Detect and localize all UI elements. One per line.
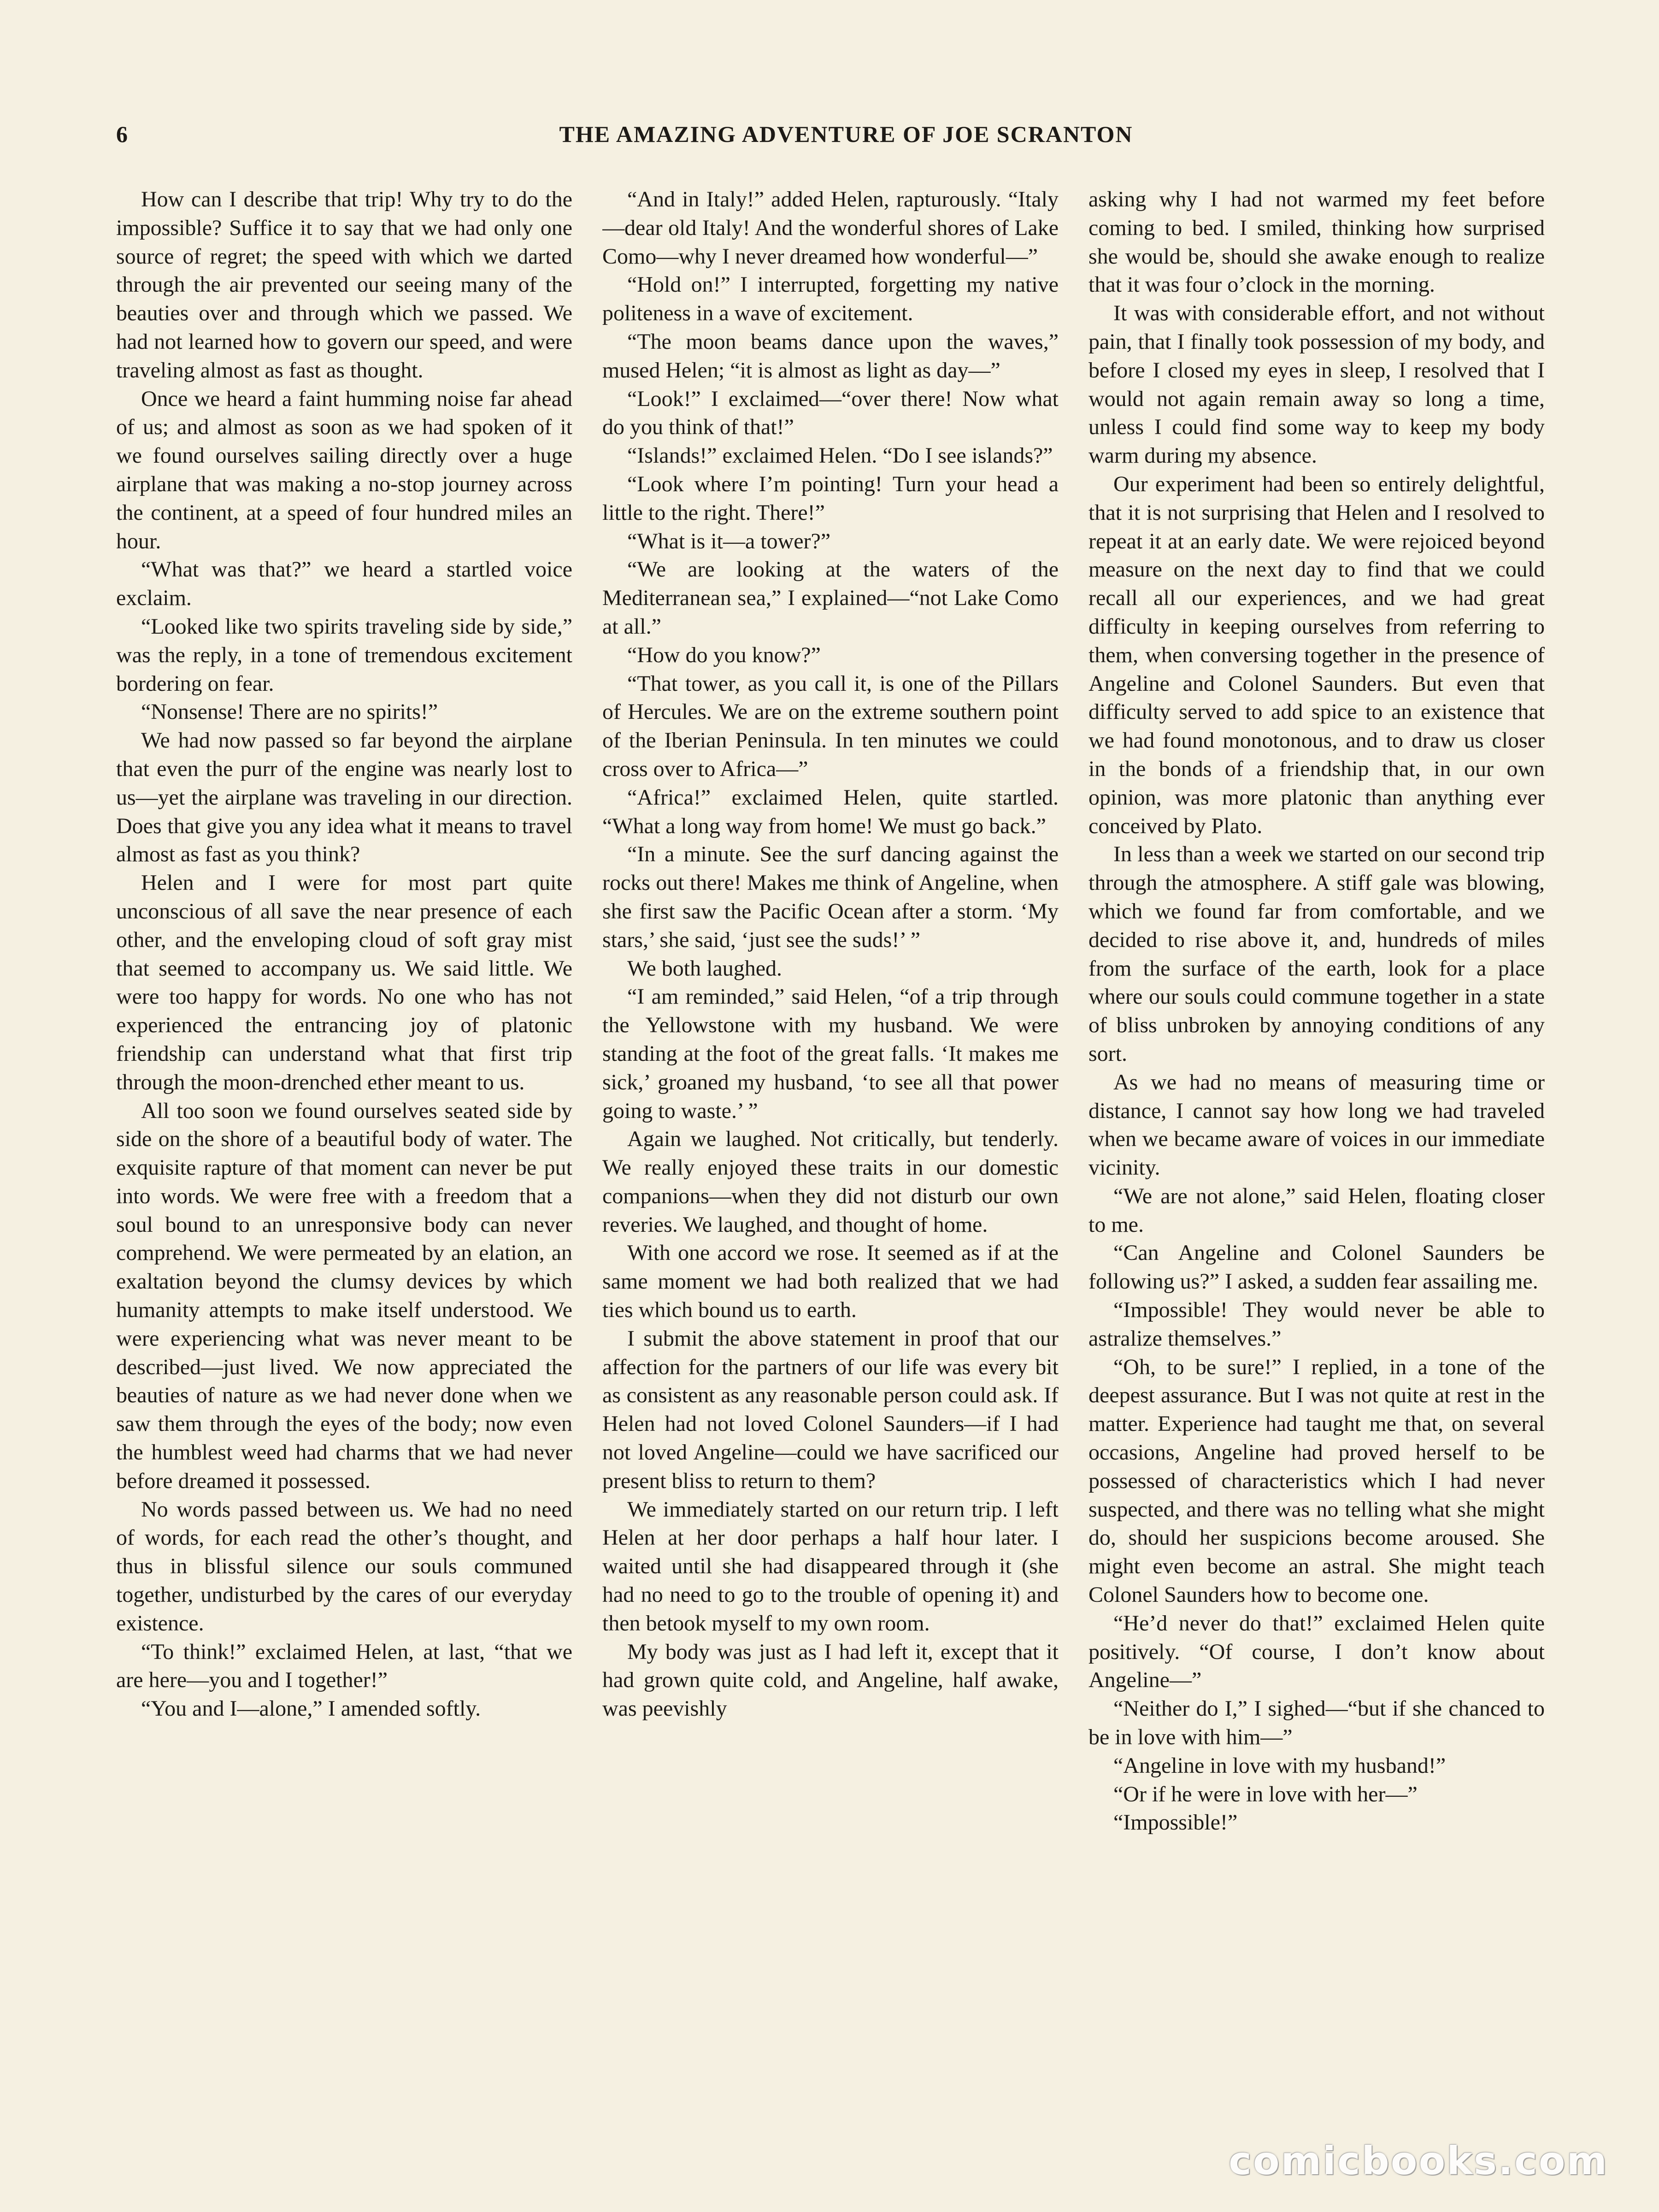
paragraph: “Look!” I exclaimed—“over there! Now what do you think of that!” [602, 386, 1059, 440]
paragraph: “Look where I’m pointing! Turn your head a little to the right. There!” [602, 471, 1059, 525]
paragraph: We both laughed. [627, 956, 782, 981]
paragraph: All too soon we found ourselves seated side by side on the shore of a beautiful body of water. The exquisite rapture of that moment can never be put into words. We were free with a freedom that a soul bound to an unresponsive body can never comprehend. We were permeated by an elation, an exaltation beyond the clumsy devices by which humanity attempts to make itself understood. We were experiencing what was never meant to be described—just lived. We now appreciated the beauties of nature as we had never done when we saw them through the eyes of the body; now even the humblest weed had charms that we had never before dreamed it possessed. [116, 1098, 572, 1493]
paragraph: “Or if he were in love with her—” [1113, 1782, 1418, 1806]
paragraph: “Hold on!” I interrupted, forgetting my native politeness in a wave of excitement. [602, 272, 1059, 326]
paragraph: I submit the above statement in proof that our affection for the partners of our life was every bit as consistent as any reasonable person could ask. If Helen had not loved Colonel Saunders—if I had not loved Angeline—could we have sacrificed our present bliss to return to them? [602, 1326, 1059, 1493]
paragraph: We immediately started on our return trip. I left Helen at her door perhaps a half hour later. I waited until she had disappeared through it (she had no need to go to the trouble of opening it) and then betook myself to my own room. [602, 1497, 1059, 1635]
paragraph: Once we heard a faint humming noise far ahead of us; and almost as soon as we had spoken of it we found ourselves sailing directly over a huge airplane that was making a no-stop journey across the continent, at a speed of four hundred miles an hour. [116, 386, 572, 553]
paragraph: “And in Italy!” added Helen, rapturously. “Italy—dear old Italy! And the wonderful shores of Lake Como—why I never dreamed how wonderful—” [602, 187, 1059, 269]
paragraph: “Impossible! They would never be able to astralize themselves.” [1088, 1298, 1545, 1351]
paragraph: “Africa!” exclaimed Helen, quite startled. “What a long way from home! We must go back.” [602, 785, 1059, 838]
paragraph: “I am reminded,” said Helen, “of a trip through the Yellowstone with my husband. We were standing at the foot of the great falls. ‘It makes me sick,’ groaned my husband, ‘to see all that power going to waste.’ ” [602, 984, 1059, 1123]
paragraph: In less than a week we started on our second trip through the atmosphere. A stiff gale was blowing, which we found far from comfortable, and we decided to rise above it, and, hundreds of miles from the surface of the earth, look for a place where our souls could commune together in a state of bliss unbroken by annoying conditions of any sort. [1088, 842, 1545, 1066]
paragraph: How can I describe that trip! Why try to do the impossible? Suffice it to say that we had only one source of regret; the speed with which we darted through the air prevented our seeing many of the beauties over and through which we passed. We had not learned how to govern our speed, and were traveling almost as fast as thought. [116, 187, 572, 382]
paragraph: My body was just as I had left it, except that it had grown quite cold, and Angeline, half awake, was peevishly [602, 1639, 1059, 1721]
paragraph: Our experiment had been so entirely delightful, that it is not surprising that Helen and I resolved to repeat it at an early date. We were rejoiced beyond measure on the next day to find that we could recall all our experiences, and we had great difficulty in keeping ourselves from referring to them, when conversing together in the presence of Angeline and Colonel Saunders. But even that difficulty served to add spice to an existence that we had found monotonous, and to draw us closer in the bonds of a friendship that, in our own opinion, was more platonic than anything ever conceived by Plato. [1088, 471, 1545, 838]
watermark: comicbooks.com [1229, 2138, 1608, 2183]
paragraph: “Oh, to be sure!” I replied, in a tone of the deepest assurance. But I was not quite at rest in the matter. Experience had taught me that, on several occasions, Angeline had proved herself to be possessed of characteristics which I had never suspected, and there was no telling what she might do, should her suspicions become aroused. She might even become an astral. She might teach Colonel Saunders how to become one. [1088, 1354, 1545, 1607]
paragraph: “The moon beams dance upon the waves,” mused Helen; “it is almost as light as day—” [602, 329, 1059, 382]
paragraph: “In a minute. See the surf dancing against the rocks out there! Makes me think of Angeline, when she first saw the Pacific Ocean after a storm. ‘My stars,’ she said, ‘just see the suds!’ ” [602, 842, 1059, 952]
paragraph: With one accord we rose. It seemed as if at the same moment we had both realized that we had ties which bound us to earth. [602, 1241, 1059, 1323]
paragraph: “How do you know?” [627, 642, 821, 667]
paragraph: We had now passed so far beyond the airplane that even the purr of the engine was nearly lost to us—yet the airplane was traveling in our direction. Does that give you any idea what it means to travel almost as fast as you think? [116, 728, 572, 867]
paragraph: “Angeline in love with my husband!” [1113, 1753, 1446, 1778]
paragraph: “Can Angeline and Colonel Saunders be following us?” I asked, a sudden fear assailing me. [1088, 1241, 1545, 1294]
paragraph: “He’d never do that!” exclaimed Helen quite positively. “Of course, I don’t know about Angeline—” [1088, 1611, 1545, 1693]
text-columns [116, 185, 1545, 2107]
paragraph: Again we laughed. Not critically, but tenderly. We really enjoyed these traits in our domestic companions—when they did not disturb our own reveries. We laughed, and thought of home. [602, 1127, 1059, 1237]
page-header [116, 121, 1521, 162]
column-2 [602, 185, 1059, 2107]
paragraph: asking why I had not warmed my feet before coming to bed. I smiled, thinking how surprised she would be, should she awake enough to realize that it was four o’clock in the morning. [1088, 187, 1545, 297]
running-title: THE AMAZING ADVENTURE OF JOE SCRANTON [559, 121, 1133, 147]
paragraph: “To think!” exclaimed Helen, at last, “that we are here—you and I together!” [116, 1639, 572, 1693]
paragraph: “You and I—alone,” I amended softly. [141, 1696, 481, 1721]
paragraph: “That tower, as you call it, is one of the Pillars of Hercules. We are on the extreme southern point of the Iberian Peninsula. In ten minutes we could cross over to Africa—” [602, 671, 1059, 781]
paragraph: “What was that?” we heard a startled voice exclaim. [116, 557, 572, 611]
paragraph: “Neither do I,” I sighed—“but if she chanced to be in love with him—” [1088, 1696, 1545, 1750]
paragraph: “Impossible!” [1113, 1810, 1238, 1835]
paragraph: “What is it—a tower?” [627, 529, 831, 553]
paragraph: It was with considerable effort, and not without pain, that I finally took possession of my body, and before I closed my eyes in sleep, I resolved that I would not again remain away so long a time, unless I could find some way to keep my body warm during my absence. [1088, 301, 1545, 468]
paragraph: As we had no means of measuring time or distance, I cannot say how long we had traveled when we became aware of voices in our immediate vicinity. [1088, 1070, 1545, 1180]
paragraph: “We are not alone,” said Helen, floating closer to me. [1088, 1183, 1545, 1237]
paragraph: “Looked like two spirits traveling side by side,” was the reply, in a tone of tremendous excitement bordering on fear. [116, 614, 572, 696]
paragraph: “Nonsense! There are no spirits!” [141, 700, 438, 724]
column-3 [1088, 185, 1545, 2107]
column-1 [116, 185, 572, 2107]
paragraph: “Islands!” exclaimed Helen. “Do I see islands?” [627, 443, 1053, 468]
paragraph: No words passed between us. We had no need of words, for each read the other’s thought, and thus in blissful silence our souls communed together, undisturbed by the cares of our everyday existence. [116, 1497, 572, 1635]
paragraph: Helen and I were for most part quite unconscious of all save the near presence of each other, and the enveloping cloud of soft gray mist that seemed to accompany us. We said little. We were too happy for words. No one who has not experienced the entrancing joy of platonic friendship can understand what that first trip through the moon-drenched ether meant to us. [116, 871, 572, 1094]
page-number: 6 [116, 121, 128, 147]
paragraph: “We are looking at the waters of the Mediterranean sea,” I explained—“not Lake Como at all.” [602, 557, 1059, 639]
